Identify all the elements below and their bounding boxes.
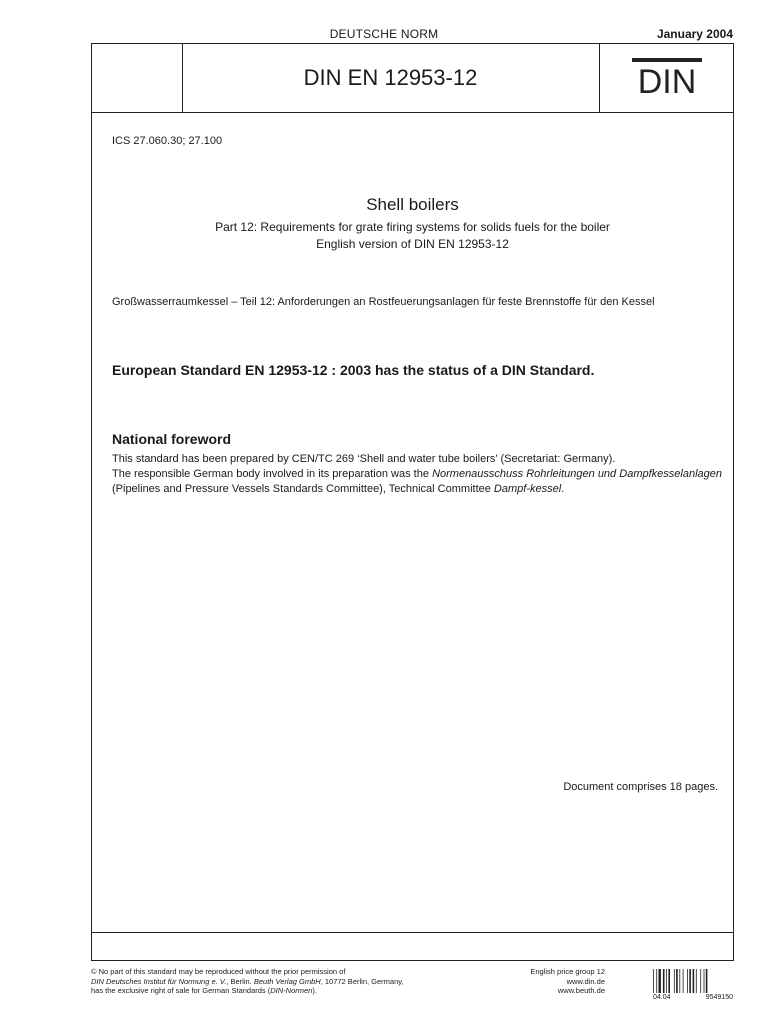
publisher-name: DIN Deutsches Institut für Normung e. V. xyxy=(91,976,227,986)
bottom-divider xyxy=(92,932,733,933)
barcode-bar xyxy=(659,969,661,993)
din-url-link[interactable]: www.din.de xyxy=(566,976,605,986)
barcode-bar xyxy=(676,969,678,993)
title-row xyxy=(92,44,733,113)
din-logo-cell xyxy=(599,44,733,112)
barcode-bar xyxy=(696,969,697,993)
barcode-bar xyxy=(693,969,695,993)
status-statement: European Standard EN 12953-12 : 2003 has the status of a DIN Standard. xyxy=(112,362,595,378)
ics-code: ICS 27.060.30; 27.100 xyxy=(112,135,223,147)
barcode-bar xyxy=(704,969,705,993)
foreword-line-2-mid: (Pipelines and Pressure Vessels Standards Committee), Technical Committee xyxy=(112,483,494,495)
barcode-icon xyxy=(653,969,733,993)
document-title: Shell boilers xyxy=(366,195,459,214)
barcode-date: 04.04 xyxy=(653,994,671,1001)
barcode-bar xyxy=(653,969,654,993)
foreword-line-2-start: The responsible German body involved in its preparation was the xyxy=(112,468,433,480)
committee-name: Normenausschuss Rohrleitungen und Dampfkesselanlagen xyxy=(432,468,722,480)
beuth-address: , 10772 Berlin, Germany, xyxy=(320,976,404,986)
foreword-heading: National foreword xyxy=(112,431,232,447)
price-and-links xyxy=(470,967,605,996)
german-title: Großwasserraumkessel – Teil 12: Anforderungen an Rostfeuerungsanlagen für feste Brennstoffe für den Kessel xyxy=(112,296,655,308)
part-title: Part 12: Requirements for grate firing systems for solids fuels for the boiler xyxy=(215,220,610,234)
barcode-number: 9549150 xyxy=(705,994,733,1001)
exclusive-rights-end: ). xyxy=(312,986,317,995)
title-row-left-cell xyxy=(92,44,183,112)
din-normen: DIN-Normen xyxy=(270,986,313,995)
barcode-bar xyxy=(666,969,667,993)
copyright-line-2 xyxy=(91,977,471,987)
standard-number: DIN EN 12953-12 xyxy=(182,44,600,112)
barcode-bar xyxy=(687,969,688,993)
beuth-name: Beuth Verlag GmbH xyxy=(253,976,321,986)
price-group: English price group 12 xyxy=(530,967,605,976)
copyright-line-3 xyxy=(91,986,471,996)
publisher-city: , Berlin. xyxy=(226,976,254,986)
barcode-bar xyxy=(689,969,691,993)
barcode-bar xyxy=(656,969,657,993)
barcode-bar xyxy=(700,969,701,993)
copyright-notice xyxy=(91,967,471,996)
din-logo-icon xyxy=(632,58,702,96)
technical-committee: Dampf-kessel xyxy=(493,483,562,495)
publication-date: January 2004 xyxy=(656,27,733,41)
barcode-bar xyxy=(679,969,680,993)
foreword-body xyxy=(112,452,722,497)
din-logo-text: DIN xyxy=(637,63,697,96)
norm-label: DEUTSCHE NORM xyxy=(329,27,439,41)
page-count: Document comprises 18 pages. xyxy=(563,781,718,793)
document-frame xyxy=(91,43,734,961)
barcode-bar xyxy=(706,969,708,993)
foreword-line-1: This standard has been prepared by CEN/TC 269 ‘Shell and water tube boilers’ (Secretariat: Germany). xyxy=(112,453,616,465)
barcode-bar xyxy=(663,969,665,993)
copyright-line-1: © No part of this standard may be reproduced without the prior permission of xyxy=(91,967,346,976)
barcode-bar xyxy=(683,969,684,993)
subtitle-block xyxy=(92,219,733,253)
foreword-line-2-end: . xyxy=(561,483,565,495)
foreword-line-2 xyxy=(112,467,722,497)
version-note: English version of DIN EN 12953-12 xyxy=(316,237,509,251)
exclusive-rights-start: has the exclusive right of sale for German Standards ( xyxy=(91,986,271,995)
barcode-bar xyxy=(668,969,670,993)
barcode-bar xyxy=(674,969,675,993)
beuth-url-link[interactable]: www.beuth.de xyxy=(557,986,605,995)
